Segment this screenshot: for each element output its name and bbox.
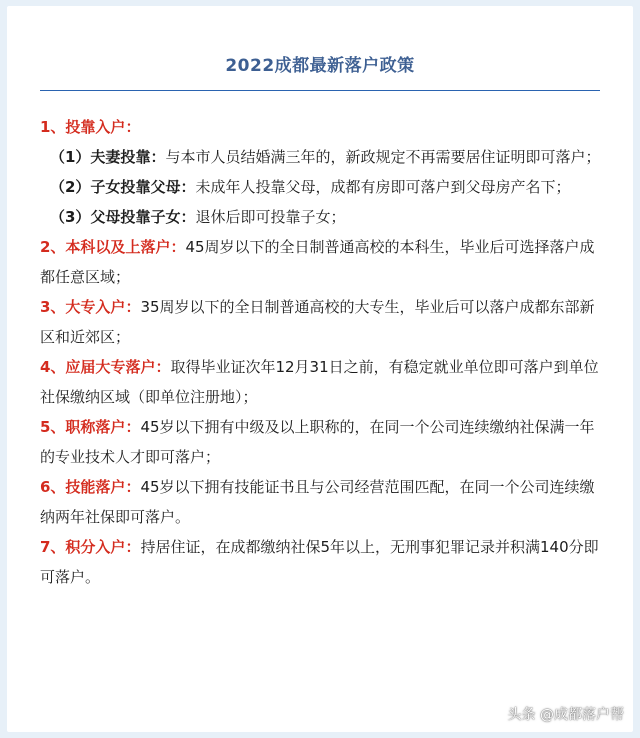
policy-item-5-heading: 5、职称落户： — [40, 418, 141, 436]
policy-item-1-2 — [40, 172, 608, 202]
policy-item-1-1 — [40, 142, 608, 172]
policy-item-5-body: 45岁以下拥有中级及以上职称的，在同一个公司连续缴纳社保满一年的专业技术人才即可落户； — [40, 418, 595, 466]
policy-item-1-3-body: 退休后即可投靠子女； — [195, 208, 346, 226]
policy-item-1-heading: 1、投靠入户： — [40, 118, 141, 136]
policy-item-5 — [40, 412, 608, 472]
policy-item-1-2-body: 未成年人投靠父母，成都有房即可落户到父母房产名下； — [195, 178, 571, 196]
policy-item-4 — [40, 352, 608, 412]
page-title: 2022成都最新落户政策 — [225, 56, 415, 76]
policy-item-1-2-heading: （2）子女投靠父母： — [50, 178, 196, 196]
policy-item-6-body: 45岁以下拥有技能证书且与公司经营范围匹配，在同一个公司连续缴纳两年社保即可落户。 — [40, 478, 595, 526]
policy-item-1-1-body: 与本市人员结婚满三年的，新政规定不再需要居住证明即可落户； — [165, 148, 601, 166]
policy-item-7 — [40, 532, 608, 592]
policy-item-2-heading: 2、本科以及上落户： — [40, 238, 186, 256]
source-watermark: 头条 @成都落户帮 — [507, 707, 624, 723]
policy-item-1-3 — [40, 202, 608, 232]
policy-item-2-body: 45周岁以下的全日制普通高校的本科生，毕业后可选择落户成都任意区域； — [40, 238, 595, 286]
policy-item-7-heading: 7、积分入户： — [40, 538, 141, 556]
policy-item-1-1-heading: （1）夫妻投靠： — [50, 148, 166, 166]
policy-item-6-heading: 6、技能落户： — [40, 478, 141, 496]
policy-item-7-body: 持居住证，在成都缴纳社保5年以上，无刑事犯罪记录并积满140分即可落户。 — [40, 538, 599, 586]
policy-list — [40, 112, 608, 592]
policy-item-1 — [40, 112, 608, 142]
article-card — [7, 6, 633, 732]
policy-item-6 — [40, 472, 608, 532]
policy-item-4-body: 取得毕业证次年12月31日之前，有稳定就业单位即可落户到单位社保缴纳区域（即单位注册地）； — [40, 358, 599, 406]
policy-item-3-body: 35周岁以下的全日制普通高校的大专生，毕业后可以落户成都东部新区和近郊区； — [40, 298, 595, 346]
policy-item-3-heading: 3、大专入户： — [40, 298, 141, 316]
title-divider — [40, 90, 600, 91]
policy-item-2 — [40, 232, 608, 292]
policy-item-4-heading: 4、应届大专落户： — [40, 358, 171, 376]
policy-item-3 — [40, 292, 608, 352]
policy-item-1-3-heading: （3）父母投靠子女： — [50, 208, 196, 226]
